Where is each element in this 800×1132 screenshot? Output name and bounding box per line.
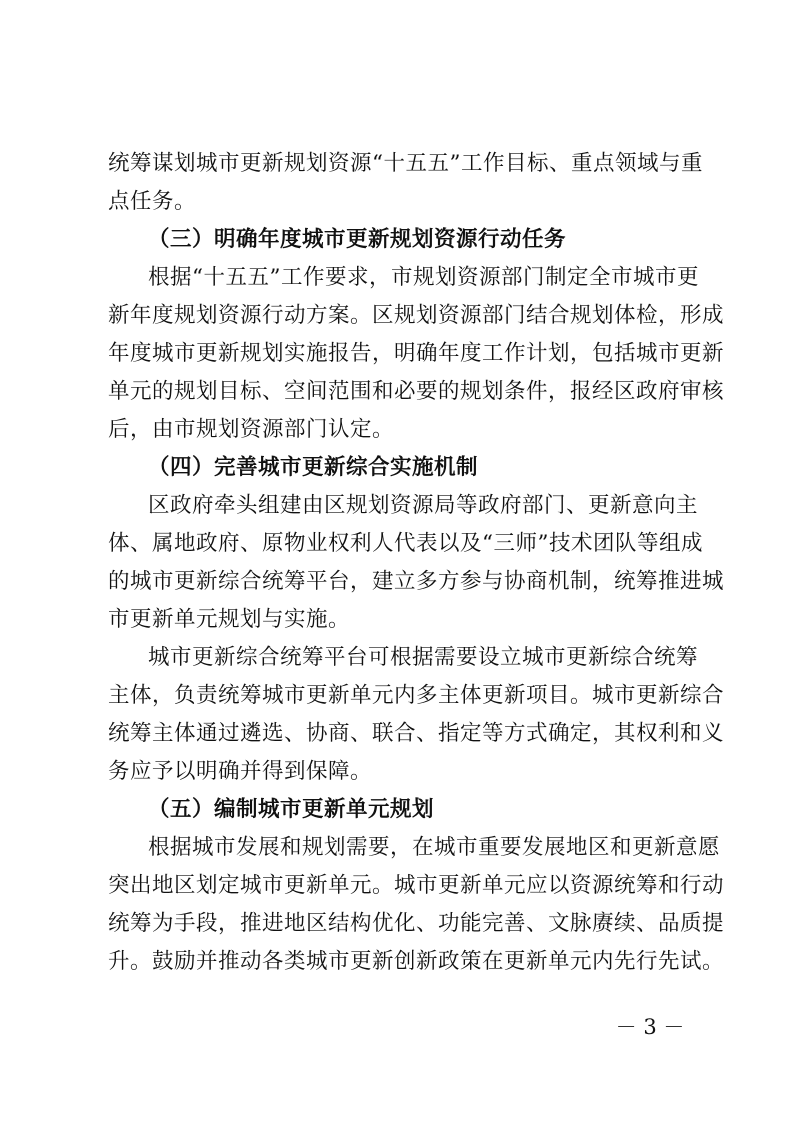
section-heading-4: （四）完善城市更新综合实施机制: [148, 455, 479, 480]
body-text-line: 体、属地政府、原物业权利人代表以及“三师”技术团队等组成: [108, 531, 703, 556]
body-text-line: 根据“十五五”工作要求，市规划资源部门制定全市城市更: [148, 265, 699, 290]
body-text-line: 统筹为手段，推进地区结构优化、功能完善、文脉赓续、品质提: [108, 911, 725, 936]
section-heading-3: （三）明确年度城市更新规划资源行动任务: [148, 227, 567, 252]
body-text-line: 城市更新综合统筹平台可根据需要设立城市更新综合统筹: [148, 645, 699, 670]
body-text-line: 市更新单元规划与实施。: [108, 607, 351, 632]
body-text-line: 突出地区划定城市更新单元。城市更新单元应以资源统筹和行动: [108, 873, 725, 898]
body-text-line: 的城市更新综合统筹平台，建立多方参与协商机制，统筹推进城: [108, 569, 725, 594]
body-text-line: 升。鼓励并推动各类城市更新创新政策在更新单元内先行先试。: [108, 949, 725, 974]
body-text-line: 后，由市规划资源部门认定。: [108, 417, 395, 442]
page-number: － 3 －: [615, 1015, 685, 1039]
body-text-line: 主体，负责统筹城市更新单元内多主体更新项目。城市更新综合: [108, 683, 725, 708]
body-text-line: 点任务。: [108, 189, 197, 214]
body-text-line: 统筹谋划城市更新规划资源“十五五”工作目标、重点领域与重: [108, 151, 703, 176]
body-text-line: 根据城市发展和规划需要，在城市重要发展地区和更新意愿: [148, 835, 721, 860]
body-text-line: 新年度规划资源行动方案。区规划资源部门结合规划体检，形成: [108, 303, 725, 328]
body-text-line: 统筹主体通过遴选、协商、联合、指定等方式确定，其权利和义: [108, 721, 725, 746]
body-text-line: 年度城市更新规划实施报告，明确年度工作计划，包括城市更新: [108, 341, 725, 366]
body-text-line: 务应予以明确并得到保障。: [108, 759, 373, 784]
body-text-line: 单元的规划目标、空间范围和必要的规划条件，报经区政府审核: [108, 379, 725, 404]
body-text-line: 区政府牵头组建由区规划资源局等政府部门、更新意向主: [148, 493, 699, 518]
section-heading-5: （五）编制城市更新单元规划: [148, 797, 435, 822]
